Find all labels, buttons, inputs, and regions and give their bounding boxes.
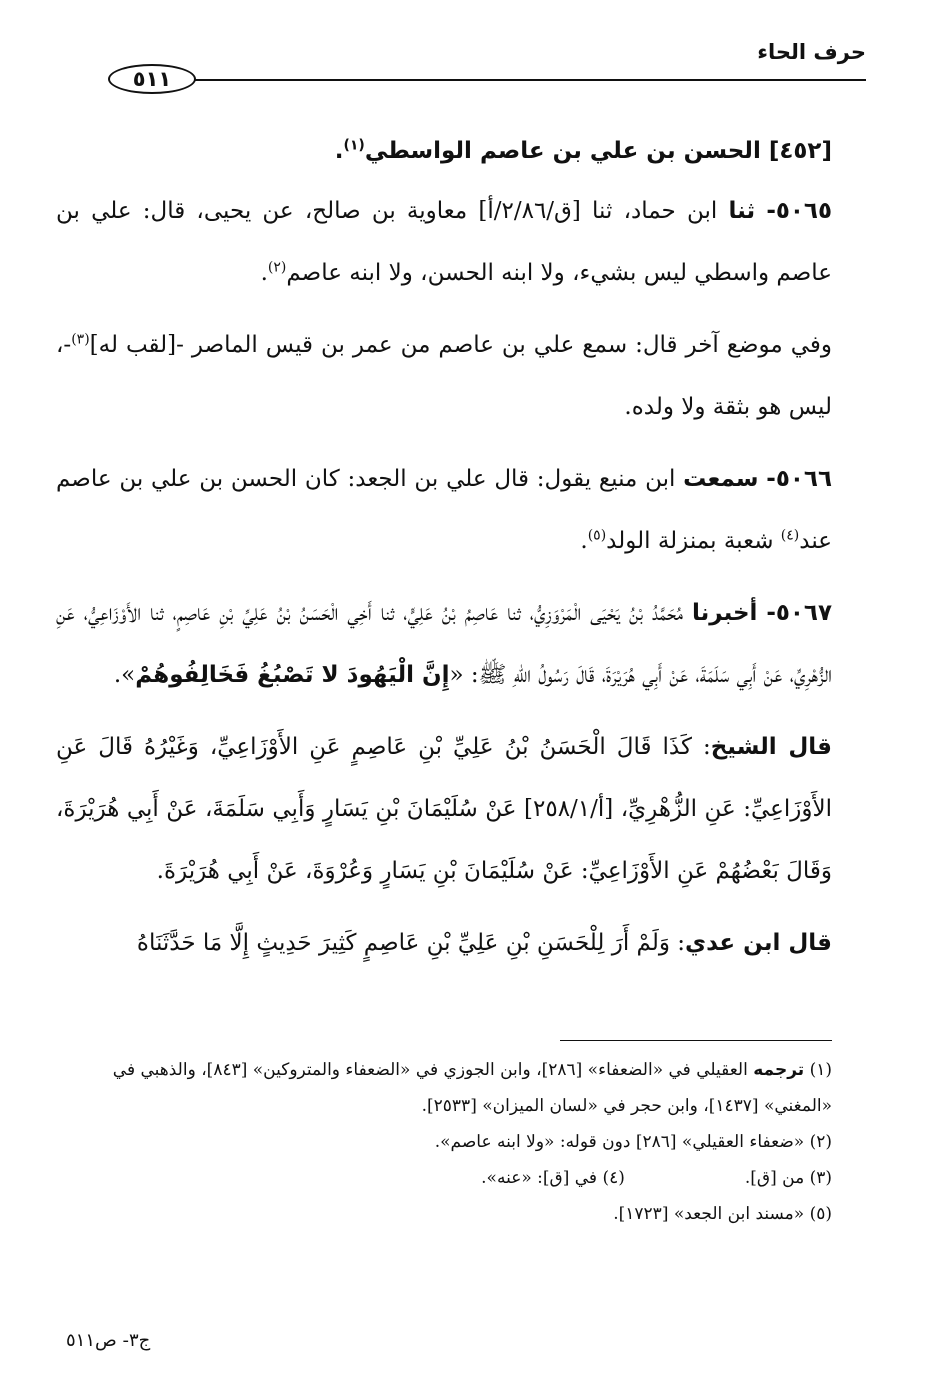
- paragraph-ibn-adi: [56, 912, 832, 974]
- footnote-2: (٢) «ضعفاء العقيلي» [٢٨٦] دون قوله: «ولا ابنه عاصم».: [434, 1132, 832, 1152]
- paragraph-text: مُحَمَّدُ بْنُ يَحْيَى الْمَرْوَزِيُّ، ثنا عَاصِمُ بْنُ عَلِيٍّ، ثنا أَخِي الْحَسَنُ بْنُ عَلِيِّ بْنِ عَاصِمٍ، ثنا الأَوْزَاعِيُّ، عَنِ الزُّهْرِيِّ، عَنْ أَبِي سَلَمَةَ، عَنْ أَبِي هُرَيْرَةَ، قَالَ رَسُولُ اللهِ ﷺ: «: [56, 600, 832, 688]
- main-text: [56, 120, 832, 984]
- footnote-ref: (٢): [267, 259, 287, 276]
- paragraph-text: ابن منيع يقول: قال علي بن الجعد: كان الحسن بن علي بن عاصم عند: [56, 466, 832, 554]
- footnote-number: (١): [809, 1060, 832, 1080]
- paragraph-end: ».: [113, 662, 136, 688]
- paragraph-text: : وَلَمْ أَرَ لِلْحَسَنِ بْنِ عَلِيِّ بْنِ عَاصِمٍ كَثِيرَ حَدِيثٍ إِلَّا مَا حَدَّثَنَاهُ: [136, 930, 686, 956]
- paragraph-sheikh: [56, 716, 832, 902]
- paragraph-5066: [56, 448, 832, 572]
- entry-title-end: .: [334, 138, 344, 164]
- hadith-number: ٥٠٦٦-: [766, 466, 832, 492]
- footnote-5: (٥) «مسند ابن الجعد» [١٧٢٣].: [613, 1204, 832, 1224]
- footnote-term: ترجمه: [753, 1060, 805, 1080]
- prophetic-saying: إِنَّ الْيَهُودَ لا تَصْبُغُ فَخَالِفُوهُمْ: [135, 662, 450, 688]
- page-number: ٥١١: [132, 67, 172, 91]
- hadith-number: ٥٠٦٥-: [766, 198, 833, 224]
- paragraph-5065: [56, 180, 832, 304]
- speaker-label: قال الشيخ: [710, 734, 832, 760]
- paragraph-5067: [56, 582, 832, 706]
- paragraph-other-place: [56, 314, 832, 438]
- footnote-rule: [560, 1040, 832, 1041]
- paragraph-text: شعبة بمنزلة الولد: [606, 528, 781, 554]
- speaker-label: قال ابن عدي: [685, 930, 832, 956]
- narration-term: سمعت: [683, 466, 759, 492]
- footnote-ref: (٣): [71, 331, 90, 348]
- page-number-badge: [108, 64, 196, 94]
- entry-title-text: [٤٥٢] الحسن بن علي بن عاصم الواسطي: [364, 138, 832, 164]
- narration-term: أخبرنا: [691, 600, 758, 626]
- paragraph-end: -، ليس هو بثقة ولا ولده.: [56, 332, 832, 420]
- footnotes: [56, 1052, 832, 1232]
- header-rule: [190, 79, 866, 81]
- footnote-text: العقيلي في «الضعفاء» [٢٨٦]، وابن الجوزي في «الضعفاء والمتروكين» [٨٤٣]، والذهبي في «المغني» [١٤٣٧]، وابن حجر في «لسان الميزان» [٢٥٣٣].: [112, 1060, 832, 1116]
- hadith-number: ٥٠٦٧-: [766, 600, 833, 626]
- running-title: حرف الحاء: [757, 40, 866, 64]
- footnote-ref: (٥): [587, 527, 607, 544]
- footnote-ref: (٤): [780, 527, 800, 544]
- entry-title: [56, 120, 832, 182]
- footnote-1: [56, 1052, 832, 1124]
- volume-page-ref: ج٣- ص٥١١: [66, 1330, 151, 1351]
- paragraph-end: .: [260, 260, 268, 286]
- paragraph-text: وفي موضع آخر قال: سمع علي بن عاصم من عمر بن قيس الماصر -[لقب له]: [89, 332, 832, 358]
- footnote-4: (٤) في [ق]: «عنه».: [481, 1168, 625, 1188]
- footnote-row-3-4: [56, 1160, 832, 1196]
- footnote-ref: (١): [343, 137, 365, 154]
- paragraph-text: ابن حماد، ثنا [ق/٢/٨٦/أ] معاوية بن صالح، عن يحيى، قال: علي بن عاصم واسطي ليس بشيء، ولا ابنه الحسن، ولا ابنه عاصم: [56, 198, 832, 286]
- narration-term: ثنا: [728, 198, 756, 224]
- footnote-3: (٣) من [ق].: [744, 1168, 832, 1188]
- paragraph-end: .: [580, 528, 588, 554]
- paragraph-text: : كَذَا قَالَ الْحَسَنُ بْنُ عَلِيِّ بْنِ عَاصِمٍ عَنِ الأَوْزَاعِيِّ، وَغَيْرُهُ قَالَ عَنِ الأَوْزَاعِيِّ: عَنِ الزُّهْرِيِّ، [أ/٢٥٨/١] عَنْ سُلَيْمَانَ بْنِ يَسَارٍ وَأَبِي سَلَمَةَ، عَنْ أَبِي هُرَيْرَةَ، وَقَالَ بَعْضُهُمْ عَنِ الأَوْزَاعِيِّ: عَنْ سُلَيْمَانَ بْنِ يَسَارٍ وَعُرْوَةَ، عَنْ أَبِي هُرَيْرَةَ.: [56, 734, 832, 884]
